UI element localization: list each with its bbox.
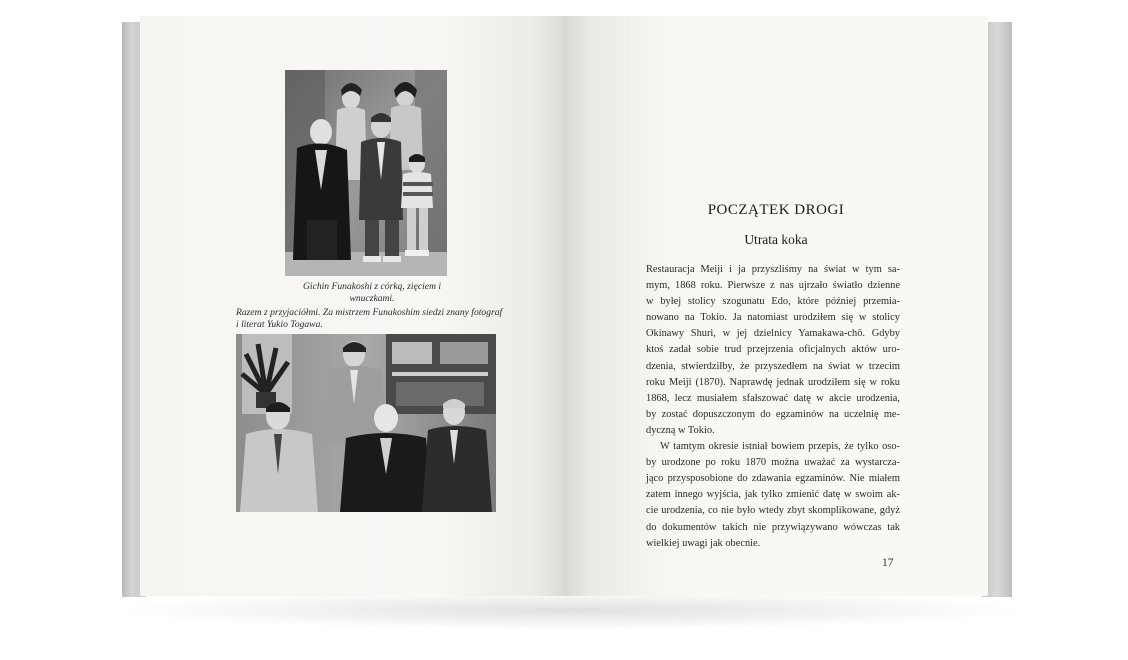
chapter-title: POCZĄTEK DROGI (707, 202, 845, 218)
book-shadow (110, 590, 1030, 630)
friends-photo-caption (236, 307, 504, 331)
text-line: roku Meiji (1870). Naprawdę jednak urodziłem się w roku (646, 376, 900, 388)
text-line: zatem innego wyjścia, jak tylko zmienić datę w swoim ak- (646, 489, 900, 501)
text-line: nowano na Tokio. Ja natomiast urodziłem się w stolicy (646, 312, 900, 324)
family-photo (285, 70, 447, 276)
text-line: mym, 1868 roku. Pierwsze z nas ujrzało światło dzienne (646, 280, 900, 292)
text-line: Okinawy Shuri, w jej dzielnicy Yamakawa-chō. Gdyby (646, 328, 900, 340)
text-line: do dokumentów takich nie przywiązywano wówczas tak (646, 521, 900, 533)
friends-caption-line-1: Razem z przyjaciółmi. Za mistrzem Funakoshim siedzi znany fotograf (236, 307, 503, 318)
text-line: W tamtym okresie istniał bowiem przepis, że tylko oso- (660, 441, 900, 453)
text-line: 1868, lecz musiałem sfałszować datę w akcie urodzenia, (646, 392, 900, 404)
friends-caption-line-2: i literat Yukio Togawa. (236, 319, 323, 330)
text-line: by zostać dopuszczonym do egzaminów na uczelnię me- (646, 408, 900, 420)
text-line: cie urodzenia, co nie było wtedy zbyt skomplikowane, gdyż (646, 505, 900, 517)
family-photo-caption: Gichin Funakoshi z córką, zięciem i wnuczkami. (302, 281, 441, 304)
friends-photo (236, 334, 496, 512)
friends-photo-image (236, 334, 496, 512)
left-page (140, 16, 564, 596)
text-line: ktoś zadał sobie trud przejrzenia oficjalnych aktów uro- (646, 344, 900, 356)
text-line: wielkiej uwagi jak obecnie. (646, 537, 761, 549)
text-line: dzenia, stwierdziłby, że przyszedłem na świat w trzecim (646, 360, 900, 372)
text-line: by urodzone po roku 1870 można uważać za wystarcza- (646, 457, 900, 469)
text-line: Restauracja Meiji i ja przyszliśmy na świat w tym sa- (646, 264, 900, 275)
text-line: dyczną w Tokio. (646, 424, 715, 436)
text-line: w byłej stolicy szogunatu Edo, które później przemia- (646, 296, 900, 308)
chapter-subtitle: Utrata koka (744, 232, 808, 247)
page-number: 17 (882, 557, 894, 569)
family-photo-image (285, 70, 447, 276)
chapter-body-text (646, 262, 900, 552)
right-page (564, 16, 988, 596)
text-line: jąco przysposobione do zdawania egzaminów. Nie miałem (646, 473, 900, 485)
